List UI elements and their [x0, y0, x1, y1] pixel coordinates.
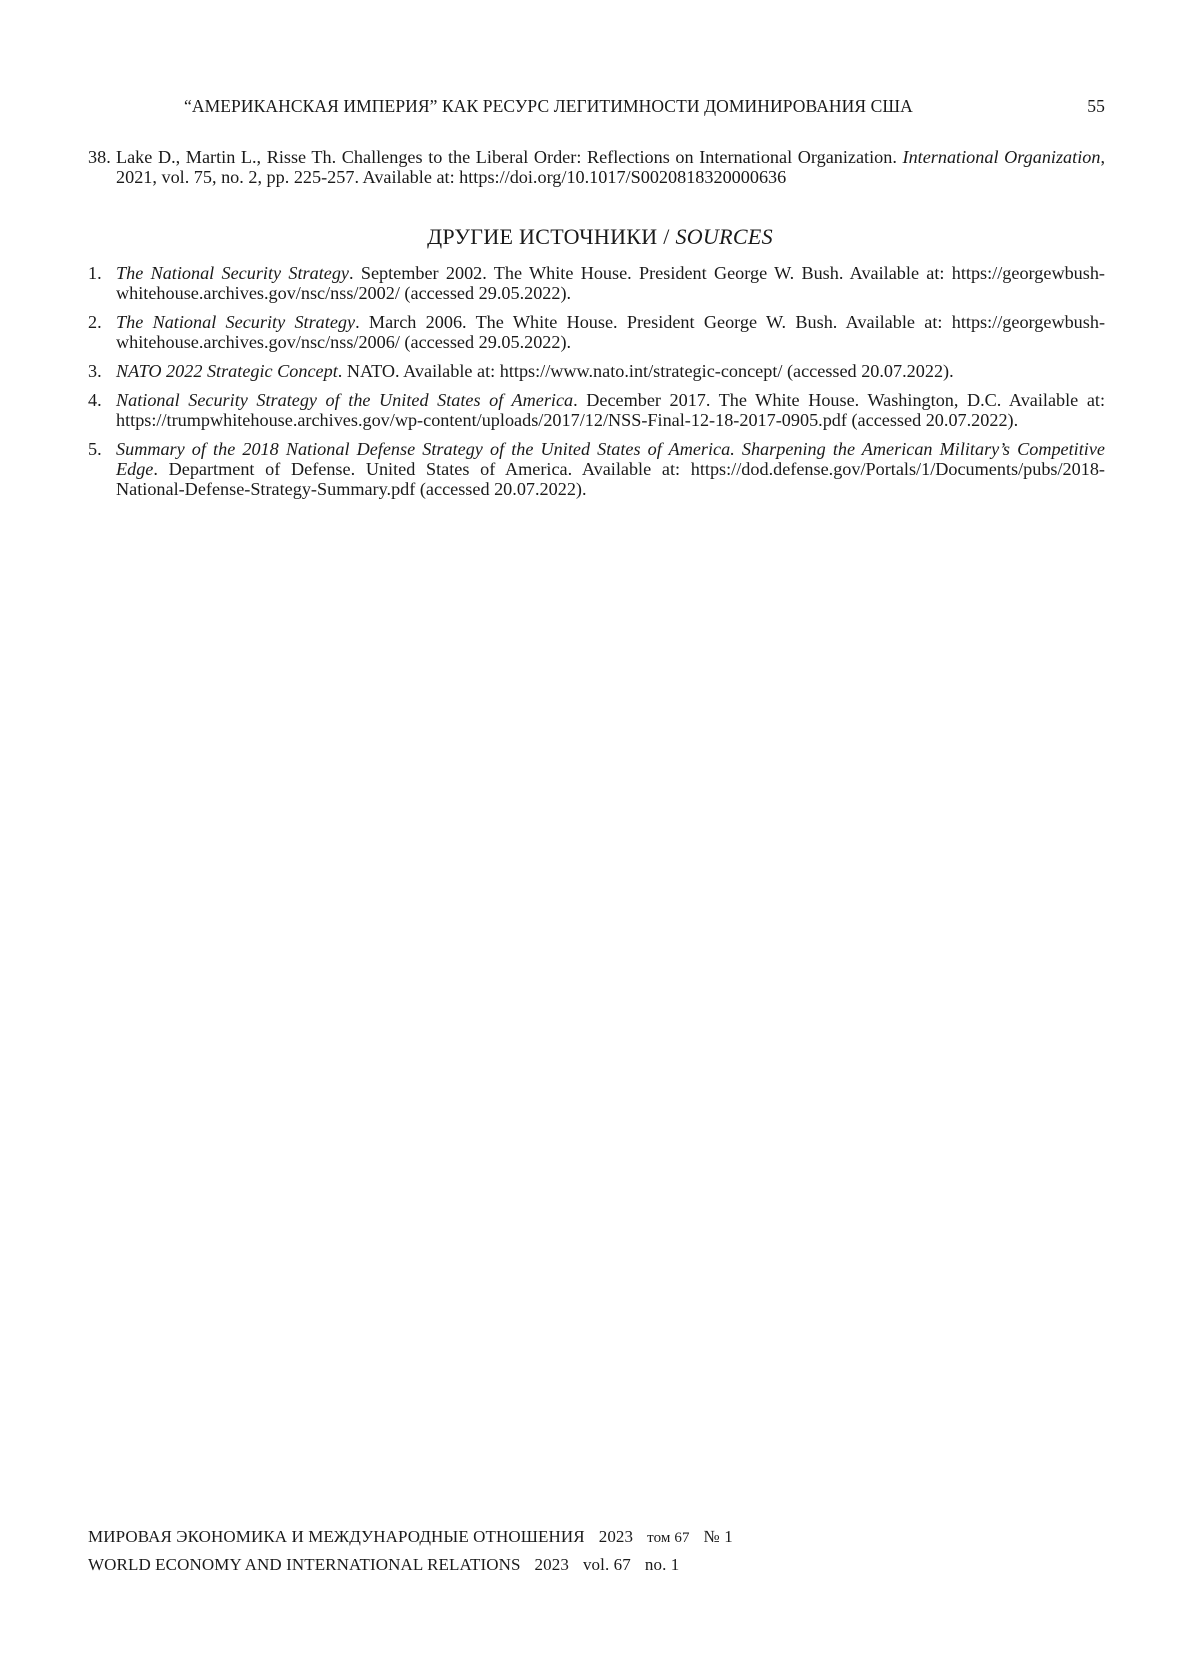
footer-year: 2023	[598, 1527, 634, 1546]
page-number: 55	[1087, 96, 1105, 116]
section-heading-ru: ДРУГИЕ ИСТОЧНИКИ /	[427, 224, 676, 249]
source-number: 4.	[88, 390, 102, 410]
source-item	[88, 439, 1105, 499]
footer-volume: том 67	[647, 1530, 690, 1546]
source-title: National Security Strategy of the United States of America	[116, 390, 574, 410]
sources-list	[88, 263, 1105, 508]
footer-journal-name: WORLD ECONOMY AND INTERNATIONAL RELATIONS	[88, 1555, 521, 1574]
source-title: Summary of the 2018 National Defense Strategy of the United States of America. Sharpening the American Military’s Competitive Edge	[116, 439, 1105, 479]
source-number: 1.	[88, 263, 102, 283]
reference-number: 38.	[88, 147, 111, 167]
footer-volume: vol. 67	[582, 1555, 631, 1574]
footer-issue: № 1	[703, 1527, 733, 1546]
footer-year: 2023	[534, 1555, 569, 1574]
reference-item	[88, 147, 1105, 187]
source-details: . December 2017. The White House. Washington, D.C. Available at: https://trumpwhitehouse.archives.gov/wp-content/uploads/2017/12/NSS-Final-12-18-2017-0905.pdf (accessed 20.07.2022).	[116, 390, 1105, 430]
footer-journal-name: МИРОВАЯ ЭКОНОМИКА И МЕЖДУНАРОДНЫЕ ОТНОШЕНИЯ	[88, 1527, 585, 1546]
reference-details: , 2021, vol. 75, no. 2, pp. 225-257. Available at: https://doi.org/10.1017/S0020818320000636	[116, 147, 1105, 187]
footer-journal-ru	[88, 1527, 733, 1547]
source-title: NATO 2022 Strategic Concept	[116, 361, 338, 381]
source-item	[88, 390, 1105, 430]
source-details: . NATO. Available at: https://www.nato.int/strategic-concept/ (accessed 20.07.2022).	[337, 361, 954, 381]
source-item	[88, 361, 1105, 381]
source-number: 3.	[88, 361, 102, 381]
reference-journal: International Organization	[902, 147, 1101, 167]
section-heading	[0, 224, 1200, 250]
references-list-continued	[88, 147, 1105, 187]
source-number: 2.	[88, 312, 102, 332]
source-title: The National Security Strategy	[116, 312, 356, 332]
source-details: . March 2006. The White House. President George W. Bush. Available at: https://georgewbush-whitehouse.archives.gov/nsc/nss/2006/ (accessed 29.05.2022).	[116, 312, 1105, 352]
source-number: 5.	[88, 439, 102, 459]
running-header	[88, 96, 1105, 120]
source-details: . Department of Defense. United States of America. Available at: https://dod.defense.gov/Portals/1/Documents/pubs/2018-National-Defense-Strategy-Summary.pdf (accessed 20.07.2022).	[116, 459, 1105, 499]
running-title: “АМЕРИКАНСКАЯ ИМПЕРИЯ” КАК РЕСУРС ЛЕГИТИМНОСТИ ДОМИНИРОВАНИЯ США	[184, 96, 913, 116]
source-item	[88, 312, 1105, 352]
source-title: The National Security Strategy	[116, 263, 349, 283]
section-heading-en: SOURCES	[675, 224, 773, 249]
source-details: . September 2002. The White House. President George W. Bush. Available at: https://georgewbush-whitehouse.archives.gov/nsc/nss/2002/ (accessed 29.05.2022).	[116, 263, 1105, 303]
source-item	[88, 263, 1105, 303]
footer-issue: no. 1	[644, 1555, 680, 1574]
reference-text: Lake D., Martin L., Risse Th. Challenges to the Liberal Order: Reflections on International Organization.	[116, 147, 903, 167]
footer-journal-en	[88, 1555, 679, 1575]
